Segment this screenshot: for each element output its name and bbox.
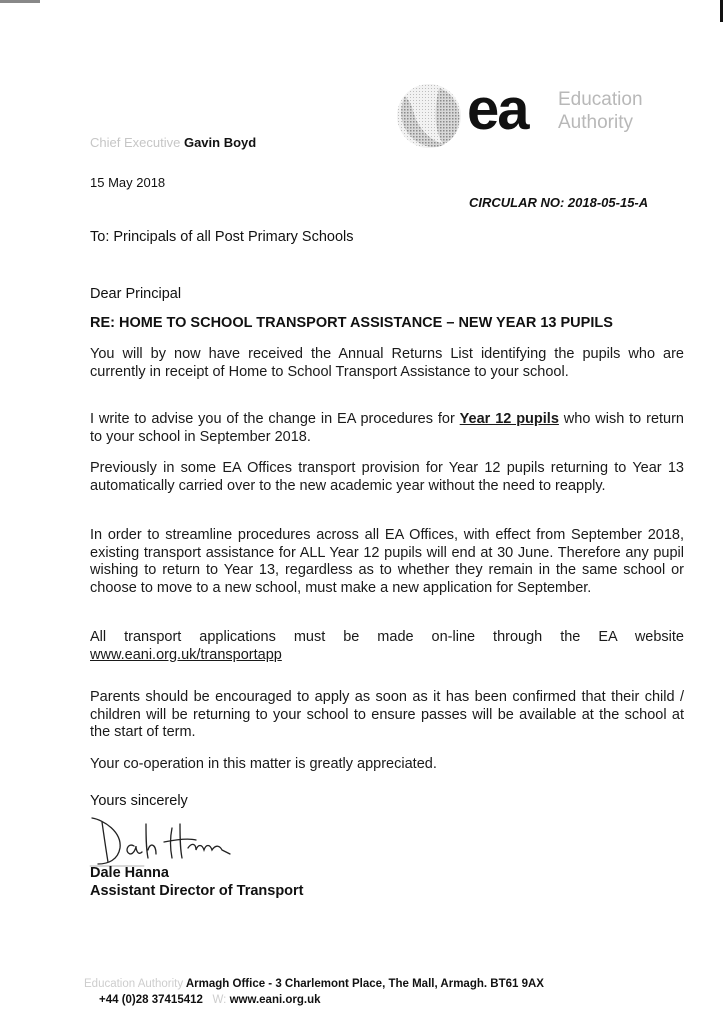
transport-app-link[interactable]: www.eani.org.uk/transportapp — [90, 646, 282, 663]
paragraph-online-application — [90, 629, 684, 664]
footer-web-label: W: — [212, 994, 227, 1006]
recipient-line: To: Principals of all Post Primary Schools — [90, 229, 354, 245]
paragraph-annual-returns: You will by now have received the Annual Returns List identifying the pupils who are currently in receipt of Home to School Transport Assistance to your school. — [90, 346, 684, 380]
subject-heading: RE: HOME TO SCHOOL TRANSPORT ASSISTANCE – NEW YEAR 13 PUPILS — [90, 315, 613, 331]
ea-emblem-icon — [395, 82, 463, 150]
footer-contact-line — [84, 992, 544, 1008]
salutation: Dear Principal — [90, 286, 182, 302]
logo-wordmark: ea — [467, 77, 528, 142]
paragraph-text: All transport applications must be made on-line through the EA website — [90, 629, 684, 645]
footer-phone: +44 (0)28 37415412 — [99, 994, 203, 1006]
logo-org-name — [558, 88, 643, 134]
signer-name: Dale Hanna — [90, 865, 169, 881]
letter-date: 15 May 2018 — [90, 175, 166, 190]
paragraph-text: who wish to return to your school in September 2018. — [90, 411, 684, 445]
footer-address: Armagh Office - 3 Charlemont Place, The Mall, Armagh. BT61 9AX — [185, 978, 544, 990]
closing: Yours sincerely — [90, 793, 188, 809]
paragraph-new-process: In order to streamline procedures across all EA Offices, with effect from September 2018, existing transport assistance for ALL Year 12 pupils will end at 30 June. Therefore any pupil wishing to return to Year 13, regardless as to whether they remain in the same school or choose to move to a new school, must make a new application for September. — [90, 527, 684, 596]
signer-title: Assistant Director of Transport — [90, 883, 304, 899]
footer-address-line — [84, 976, 544, 992]
logo-org-name-line2: Authority — [558, 112, 633, 133]
paragraph-parents: Parents should be encouraged to apply as soon as it has been confirmed that their child / children will be returning to your school to ensure passes will be available at the school at the start of term. — [90, 689, 684, 740]
letter-footer — [84, 976, 544, 1008]
ea-logo — [395, 77, 665, 152]
footer-org-name: Education Authority — [84, 978, 184, 990]
logo-org-name-line1: Education — [558, 89, 643, 110]
paragraph-text: I write to advise you of the change in EA procedures for — [90, 411, 460, 427]
emphasis-year-12: Year 12 pupils — [459, 411, 559, 427]
scan-artifact — [0, 0, 40, 3]
circular-number: CIRCULAR NO: 2018-05-15-A — [469, 195, 649, 210]
sender-name: Gavin Boyd — [183, 135, 257, 150]
footer-website: www.eani.org.uk — [229, 994, 321, 1006]
scan-artifact — [720, 0, 723, 22]
sender-line — [90, 135, 256, 150]
sender-role: Chief Executive — [90, 135, 181, 150]
paragraph-procedure-change — [90, 411, 684, 446]
paragraph-previous-process: Previously in some EA Offices transport provision for Year 12 pupils returning to Year 13 automatically carried over to the new academic year without the need to reapply. — [90, 460, 684, 494]
paragraph-thanks: Your co-operation in this matter is greatly appreciated. — [90, 756, 437, 772]
handwritten-signature — [84, 812, 284, 872]
